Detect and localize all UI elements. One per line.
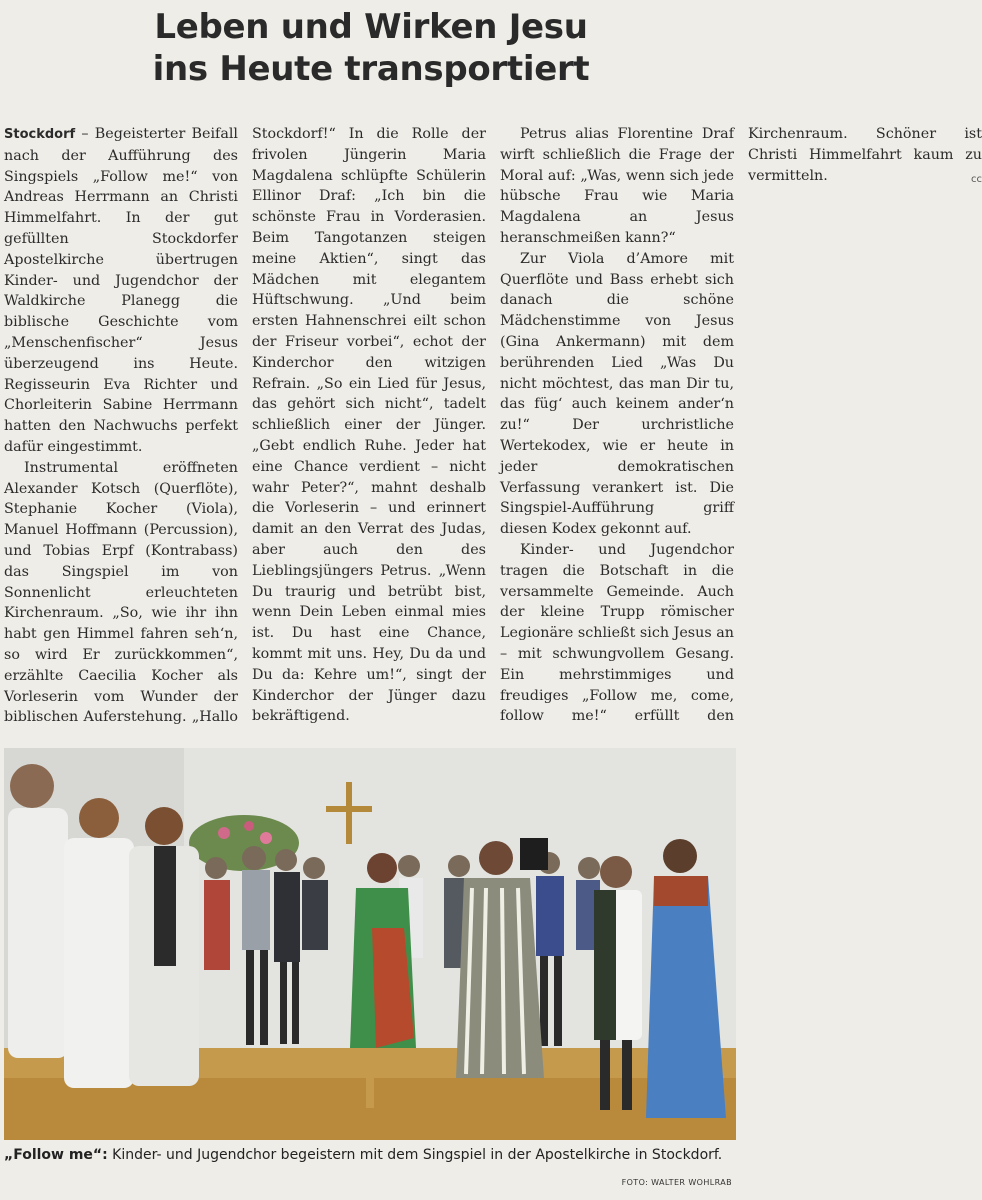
choir-photo xyxy=(4,748,736,1140)
article-body xyxy=(4,124,982,734)
article-paragraph-1: Stockdorf – Begeisterter Beifall nach der Aufführung des Singspiels „Follow me!“ von Andreas Herrmann an Christi Himmelfahrt. In der gut gefüllten Stockdorfer Apostelkirche übertrugen Kinder- und Jugendchor der Waldkirche Planegg die biblische Geschichte vom „Menschenfischer“ Jesus überzeugend ins Heute. Regisseurin Eva Richter und Chorleiterin Sabine Herrmann hatten den Nachwuchs perfekt dafür eingestimmt. xyxy=(4,126,238,455)
caption-text: Kinder- und Jugendchor begeistern mit dem Singspiel in der Apostelkirche in Stockdorf. xyxy=(107,1147,723,1163)
photo-caption xyxy=(4,1146,736,1164)
article-paragraph-3: Petrus alias Florentine Draf wirft schließlich die Frage der Moral auf: „Was, wenn sich jede hübsche Frau wie Maria Magdalena an Jesus heranschmeißen kann?“ xyxy=(500,126,734,246)
headline-line-2: ins Heute transportiert xyxy=(152,49,590,89)
article-paragraph-4: Zur Viola d’Amore mit Querflöte und Bass erhebt sich danach die schöne Mädchenstimme von Jesus (Gina Ankermann) mit dem berührenden Lied „Was Du nicht möchtest, das man Dir tu, das füg‘ auch keinem ander‘n zu!“ Der urchristliche Wertekodex, wie er heute in jeder demokratischen Verfassung verankert ist. Die Singspiel-Aufführung griff diesen Kodex gekonnt auf. xyxy=(500,250,734,538)
article-paragraph-5: Kinder- und Jugendchor tragen die Botschaft in die versammelte Gemeinde. Auch der kleine Trupp römischer Legionäre schließt sich Jesus an – mit schwungvollem Gesang. Ein mehrstimmiges und freudiges „Follow me, come, follow me!“ erfüllt den Kirchenraum. Schöner ist Christi Himmelfahrt kaum zu vermitteln. cc xyxy=(500,126,982,725)
dateline: Stockdorf xyxy=(4,127,76,142)
choir-photo-illustration xyxy=(4,748,736,1140)
headline-line-1: Leben und Wirken Jesu xyxy=(154,7,588,47)
caption-lead: „Follow me“: xyxy=(4,1147,108,1163)
author-initials: cc xyxy=(971,173,982,185)
headline xyxy=(0,6,742,90)
photo-credit: FOTO: WALTER WOHLRAB xyxy=(621,1178,732,1187)
article-paragraph-2: Instrumental eröffneten Alexander Kotsch (Querflöte), Stephanie Kocher (Viola), Manuel Hoffmann (Percussion), und Tobias Erpf (Kontrabass) das Singspiel im von Sonnenlicht erleuchteten Kirchenraum. „So, wie ihr ihn habt gen Himmel fahren seh‘n, so wird Er zurückkommen“, erzählte Caecilia Kocher als Vorleserin vom Wunder der biblischen Auferstehung. „Hallo Stockdorf!“ In die Rolle der frivolen Jüngerin Maria Magdalena schlüpfte Schülerin Ellinor Draf: „Ich bin die schönste Frau in Vorderasien. Beim Tangotanzen steigen meine Aktien“, singt das Mädchen mit elegantem Hüftschwung. „Und beim ersten Hahnenschrei eilt schon der Friseur vorbei“, echot der Kinderchor den witzigen Refrain. „So ein Lied für Jesus, das gehört sich nicht“, tadelt schließlich einer der Jünger. „Gebt endlich Ruhe. Jeder hat eine Chance verdient – nicht wahr Peter?“, mahnt deshalb die Vorleserin – und erinnert damit an den Verrat des Judas, aber auch den des Lieblingsjüngers Petrus. „Wenn Du traurig und betrübt bist, wenn Dein Leben einmal mies ist. Du hast eine Chance, kommt mit uns. Hey, Du da und Du da: Kehre um!“, singt der Kinderchor der Jünger dazu bekräftigend. xyxy=(4,126,486,726)
cross-icon xyxy=(346,782,352,844)
